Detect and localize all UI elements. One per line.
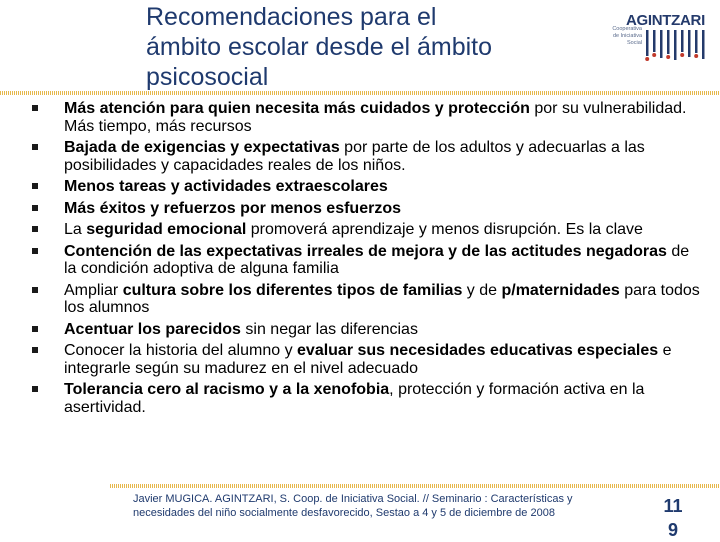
bullet-text: y de (462, 281, 502, 299)
bullet-text-bold: Acentuar los parecidos (64, 320, 241, 338)
bullet-list (30, 100, 705, 420)
title-line: ámbito escolar desde el ámbito (146, 33, 493, 61)
square-bullet-icon (32, 248, 38, 254)
logo-bars-icon (644, 28, 710, 64)
bullet-text-bold: Más atención para quien necesita más cuidados y protección (64, 100, 530, 117)
bullet-item (30, 321, 705, 339)
footer-divider (110, 484, 720, 488)
bullet-item (30, 221, 705, 239)
bullet-item (30, 178, 705, 196)
bullet-text: de la condición adoptiva de alguna familia (64, 242, 690, 277)
bullet-text: por parte de los adultos y adecuarlas a las posibilidades y capacidades reales de los niños. (64, 139, 645, 174)
bullet-text-bold: cultura sobre los diferentes tipos de familias (122, 281, 463, 299)
bullet-text-bold: evaluar sus necesidades educativas especiales (297, 342, 659, 359)
bullet-text-bold: Bajada de exigencias y expectativas (64, 139, 340, 156)
bullet-text: para todos los alumnos (64, 281, 700, 316)
bullet-text-bold: p/maternidades (501, 281, 620, 299)
logo-subtitle: Cooperativa de Iniciativa Social (612, 26, 642, 46)
bullet-text-bold: Tolerancia cero al racismo y a la xenofobia (64, 381, 390, 398)
bullet-text-bold: Más éxitos y refuerzos por menos esfuerzos (64, 199, 401, 217)
title-line: Recomendaciones para el (146, 3, 437, 31)
square-bullet-icon (32, 326, 38, 332)
square-bullet-icon (32, 287, 38, 293)
square-bullet-icon (32, 226, 38, 232)
bullet-item (30, 243, 705, 278)
bullet-text: promoverá aprendizaje y menos disrupción. Es la clave (246, 221, 643, 238)
square-bullet-icon (32, 105, 38, 111)
bullet-text: e integrarle según su madurez en el nivel adecuado (64, 342, 672, 377)
square-bullet-icon (32, 347, 38, 353)
logo-wordmark: AGINTZARI (626, 12, 705, 29)
bullet-text: Conocer la historia del alumno y (64, 342, 298, 359)
title-line: psicosocial (146, 63, 269, 91)
bullet-text: Ampliar (64, 281, 123, 299)
bullet-item (30, 381, 705, 416)
header-divider (0, 91, 720, 95)
bullet-text-bold: seguridad emocional (86, 221, 247, 238)
bullet-text-bold: Menos tareas y actividades extraescolares (64, 178, 388, 195)
bullet-item (30, 139, 705, 174)
bullet-text: , protección y formación activa en la asertividad. (64, 381, 645, 416)
page-number: 11 9 (663, 496, 683, 540)
agintzari-logo (600, 8, 712, 66)
bullet-item (30, 200, 705, 218)
bullet-text: La (64, 221, 87, 238)
bullet-item (30, 100, 705, 135)
bullet-text: por su vulnerabilidad. Más tiempo, más recursos (64, 100, 687, 135)
slide-title (146, 2, 586, 92)
bullet-item (30, 282, 705, 317)
bullet-text: sin negar las diferencias (240, 320, 418, 338)
square-bullet-icon (32, 386, 38, 392)
square-bullet-icon (32, 183, 38, 189)
bullet-item (30, 342, 705, 377)
square-bullet-icon (32, 205, 38, 211)
square-bullet-icon (32, 144, 38, 150)
footer-citation: Javier MUGICA. AGINTZARI, S. Coop. de Iniciativa Social. // Seminario : Características y necesidades del niño socialmente desfavorecido, Sestao a 4 y 5 de diciembre de 2008 (133, 493, 573, 519)
bullet-text-bold: Contención de las expectativas irreales de mejora y de las actitudes negadoras (64, 242, 667, 260)
